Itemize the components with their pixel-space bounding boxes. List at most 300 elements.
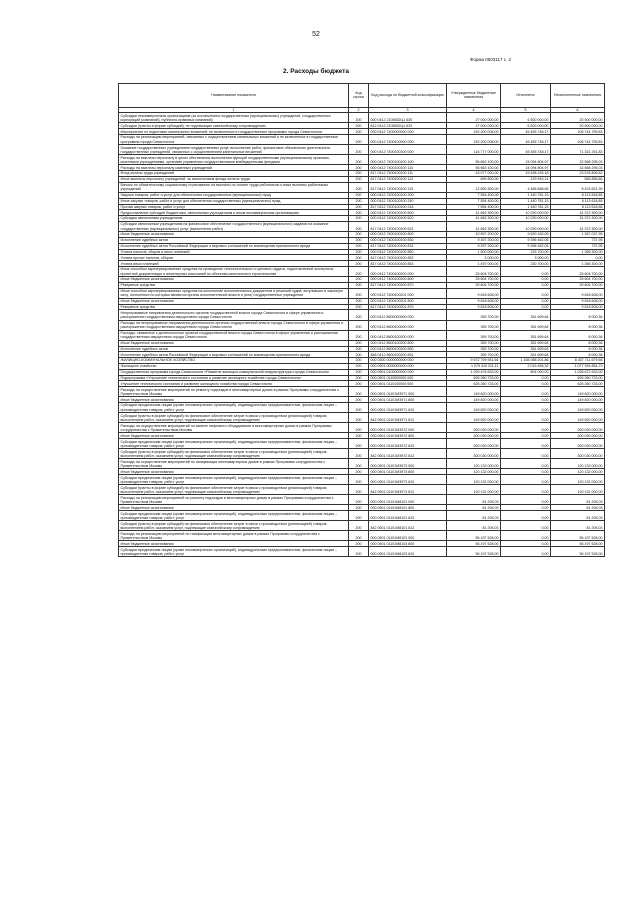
classification-code: 000 0412 8600100200 800 [369,340,447,346]
line-code: 200 [349,433,369,439]
classification-code: 842 0501 01101М3972 812 [369,449,447,459]
classification-code: 000 0412 7400100100 800 [369,232,447,238]
indicator-name: Непрограммные направления деятельности органов государственной власти города Севастополя в сфере управления и распоряжения государственным имуществом города Севастополя [119,310,349,320]
unexecuted-amount: 149 820 000,00 [551,413,605,423]
line-code: 200 [349,288,369,298]
executed-amount: 0,00 [501,267,551,277]
header-executed: Исполнено [501,84,551,108]
approved-amount: 41 662 300,00 [447,222,501,232]
approved-amount: 41 662 300,00 [447,210,501,216]
classification-code: 817 0412 7400100100 852 [369,255,447,261]
executed-amount: 2 015 456,32 [501,363,551,369]
executed-amount: 1 440 781,15 [501,192,551,198]
classification-code: 848 0412 8600100200 831 [369,352,447,358]
unexecuted-amount: 149 820 000,00 [551,387,605,397]
line-code: 200 [349,192,369,198]
line-code: 200 [349,222,369,232]
approved-amount: 359 700,00 [447,340,501,346]
executed-amount: 4 466 668,65 [501,182,551,192]
line-code: 200 [349,176,369,182]
line-code: 200 [349,232,369,238]
line-code: 200 [349,237,369,243]
classification-code: 000 0501 01101М8101 810 [369,511,447,521]
classification-code: 000 0501 01101М8103 000 [369,531,447,541]
approved-amount: 120 132 000,00 [447,469,501,475]
executed-amount: 9 396 462,05 [501,237,551,243]
line-code: 200 [349,145,369,155]
classification-code: 000 0412 8600100200 830 [369,346,447,352]
line-code: 200 [349,123,369,129]
approved-amount: 300 030 000,00 [447,433,501,439]
line-code: 200 [349,521,369,531]
table-row [119,155,605,165]
approved-amount: 7 554 400,00 [447,198,501,204]
classification-code: 817 0412 7400100100 119 [369,182,447,192]
line-code: 200 [349,216,369,222]
header-line-code: Код строки [349,84,369,108]
indicator-name: Оказание государственных учреждением государственных услуг, выполнение работ, финансовое обеспечение деятельности государственных учреждений, связанных с осуществлением капитальных вложений [119,145,349,155]
table-row [119,531,605,541]
approved-amount: 10 897 200,00 [447,232,501,238]
executed-amount: 0,00 [501,288,551,298]
unexecuted-amount: 1 028 672 633,00 [551,369,605,375]
classification-code: 000 0412 7400100100 600 [369,210,447,216]
line-code: 200 [349,135,369,145]
unexecuted-amount: 8 000,36 [551,352,605,358]
indicator-name: Субсидии автономным учреждениям [119,216,349,222]
approved-amount: 56 197 528,00 [447,531,501,541]
approved-amount: 81 205,03 [447,521,501,531]
line-code: 200 [349,198,369,204]
indicator-name: Резервные средства [119,304,349,310]
indicator-name: Уплата прочих налогов, сборов [119,255,349,261]
unexecuted-amount: 300 030 000,00 [551,439,605,449]
executed-amount: 0,00 [501,495,551,505]
indicator-name: Субсидии (гранты в форме субсидий) на финансовое обеспечение затрат в связи с производством (реализацией) товаров, выполнением работ, оказанием услуг, подлежащие казначейскому сопровождению [119,485,349,495]
indicator-name: Субсидии юридическим лицам (кроме некоммерческих организаций), индивидуальным предпринимателям, физическим лицам – производителям товаров, работ, услуг [119,439,349,449]
classification-code: 000 0501 01101М3972 810 [369,439,447,449]
classification-code: 000 0501 0100000000 000 [369,369,447,375]
executed-amount: 230 700,00 [501,261,551,267]
executed-amount: 0,00 [501,433,551,439]
indicator-name: Субсидии автономным учреждениям на финансовое обеспечение государственного (муниципального) задания на оказание государственных (муниципальных) услуг (выполнение работ) [119,222,349,232]
line-code: 200 [349,505,369,511]
unexecuted-amount: 149 820 000,00 [551,403,605,413]
approved-amount: 81 205,03 [447,505,501,511]
indicator-name: Иные бюджетные ассигнования [119,397,349,403]
unexecuted-amount: 31 372 300,00 [551,210,605,216]
executed-amount: 0,00 [501,469,551,475]
line-code: 200 [349,469,369,475]
unexecuted-amount: 23 578 806,82 [551,171,605,177]
classification-code: 000 0412 7400100000 000 [369,135,447,145]
indicator-name: Иные закупки товаров, работ и услуг для обеспечения государственных (муниципальных) нужд [119,198,349,204]
line-code: 200 [349,310,369,320]
line-code: 200 [349,261,369,267]
executed-amount: 0,00 [501,375,551,381]
indicator-name: Субсидии юридическим лицам (кроме некоммерческих организаций), индивидуальным предпринимателям, физическим лицам – производителям товаров, работ, услуг [119,403,349,413]
approved-amount: 9 397 200,00 [447,237,501,243]
line-code: 200 [349,304,369,310]
unexecuted-amount: 81 205,03 [551,521,605,531]
executed-amount: 0,00 [501,485,551,495]
executed-amount: 0,00 [501,511,551,521]
classification-code: 000 0412 7400100201 000 [369,288,447,298]
unexecuted-amount: 737,95 [551,243,605,249]
line-code: 200 [349,439,369,449]
approved-amount: 25 604 700,00 [447,277,501,283]
approved-amount: 9 572 799 941,64 [447,358,501,364]
line-code: 200 [349,449,369,459]
executed-amount: 0,00 [501,423,551,433]
table-header-row [119,84,605,108]
unexecuted-amount: 81 205,03 [551,511,605,521]
indicator-name: Прочая закупка товаров, работ и услуг [119,204,349,210]
classification-code: 000 0501 01101М8103 800 [369,541,447,547]
line-code: 200 [349,375,369,381]
approved-amount: 1 029 476 633,00 [447,369,501,375]
executed-amount: 0,00 [501,531,551,541]
executed-amount: 1 165 088 201,86 [501,358,551,364]
unexecuted-amount: 8 407 711 679,68 [551,358,605,364]
column-number: 1 [119,107,349,113]
line-code: 200 [349,210,369,216]
approved-amount: 25 604 700,00 [447,267,501,277]
line-code: 200 [349,475,369,485]
classification-code: 817 0412 7400100100 831 [369,243,447,249]
table-row [119,113,605,123]
line-code: 200 [349,113,369,123]
approved-amount: 1 497 000,00 [447,261,501,267]
indicator-name: Субсидии (гранты в форме субсидий) на финансовое обеспечение затрат в связи с производством (реализацией) товаров, выполнением работ, оказанием услуг, подлежащие казначейскому сопровождению [119,413,349,423]
executed-amount: 0,00 [501,298,551,304]
table-row [119,449,605,459]
line-code: 200 [349,369,369,375]
classification-code: 000 0412 7400100100 620 [369,216,447,222]
classification-code: 817 0412 7400100100 853 [369,261,447,267]
unexecuted-amount: 9 818 608,00 [551,288,605,298]
classification-code: 817 0412 7400100201 870 [369,304,447,310]
approved-amount: 7 554 400,00 [447,192,501,198]
line-code: 200 [349,320,369,330]
indicator-name: Фонд оплаты труда учреждений [119,171,349,177]
line-code: 200 [349,352,369,358]
line-code: 200 [349,277,369,283]
line-code: 200 [349,129,369,135]
indicator-name: Иные бюджетные ассигнования [119,232,349,238]
executed-amount: 351 699,64 [501,330,551,340]
classification-code: 000 0412 7400100100 100 [369,155,447,165]
indicator-name: Субсидии юридическим лицам (кроме некоммерческих организаций), индивидуальным предпринимателям, физическим лицам – производителям товаров, работ, услуг [119,511,349,521]
unexecuted-amount: 106 744 759,83 [551,129,605,135]
indicator-name: Расходы на осуществление мероприятий по газификации многоквартирных домов в рамках Программы сотрудничества с Правительством Москвы [119,459,349,469]
classification-code: 000 0501 01101М8101 800 [369,505,447,511]
executed-amount: 6 500 000,00 [501,113,551,123]
table-row [119,459,605,469]
indicator-name: Жилищное хозяйство [119,363,349,369]
executed-amount: 10 290 000,00 [501,216,551,222]
executed-amount: 804 000,00 [501,369,551,375]
approved-amount: 81 205,03 [447,511,501,521]
approved-amount: 300 030 000,00 [447,423,501,433]
indicator-name: Предоставление субсидий бюджетным, автономным учреждениям и иным некоммерческим организациям [119,210,349,216]
unexecuted-amount: 8 000,36 [551,330,605,340]
classification-code: 842 0501 01101М3971 812 [369,413,447,423]
table-row [119,330,605,340]
unexecuted-amount: 81 205,03 [551,505,605,511]
line-code: 200 [349,346,369,352]
indicator-name: Субсидии юридическим лицам (кроме некоммерческих организаций), индивидуальным предпринимателям, физическим лицам – производителям товаров, работ, услуг [119,475,349,485]
line-code: 200 [349,204,369,210]
classification-code: 000 0501 01101М3971 000 [369,387,447,397]
unexecuted-amount: 25 604 700,00 [551,282,605,288]
approved-amount: 56 197 528,00 [447,547,501,557]
unexecuted-amount: 20 500 000,00 [551,113,605,123]
unexecuted-amount: 120 132 000,00 [551,469,605,475]
unexecuted-amount: 120 132 000,00 [551,485,605,495]
approved-amount: 25 604 700,00 [447,282,501,288]
approved-amount: 626 260 733,00 [447,381,501,387]
classification-code: 000 0500 0000000000 000 [369,358,447,364]
unexecuted-amount: 56 197 528,00 [551,541,605,547]
approved-amount: 116 777 000,00 [447,145,501,155]
indicator-name: Подпрограмма «Улучшение технического состояния и развитие жилищного хозяйства города Севастополя» [119,375,349,381]
line-code: 200 [349,330,369,340]
indicator-name: Субсидии некоммерческим организациям (за исключением государственных (муниципальных) учреждений, государственных корпораций (компаний), публично-правовых компаний) [119,113,349,123]
header-unexecuted: Неисполненные назначения [551,84,605,108]
unexecuted-amount: 565 856,86 [551,176,605,182]
unexecuted-amount: 31 372 300,00 [551,222,605,232]
indicator-name: Расходы на реализацию мероприятий по ремонту подъездов в многоквартирных домах в рамках Программы сотрудничества с Правительством Москвы [119,495,349,505]
classification-code: 000 0412 2105552Ц1 630 [369,113,447,123]
indicator-name: Иные бюджетные ассигнования [119,541,349,547]
table-body [119,113,605,557]
executed-amount: 45 455 748,17 [501,129,551,135]
table-row [119,413,605,423]
table-row [119,485,605,495]
line-code: 200 [349,547,369,557]
indicator-name: Расходы на выплаты персоналу казенных учреждений [119,165,349,171]
table-row [119,547,605,557]
table-row [119,222,605,232]
approved-amount: 300 030 000,00 [447,449,501,459]
table-row [119,135,605,145]
table-row [119,145,605,155]
table-row [119,521,605,531]
budget-expenses-table [118,83,605,557]
indicator-name: Субсидии юридическим лицам (кроме некоммерческих организаций), индивидуальным предпринимателям, физическим лицам – производителям товаров, работ, услуг [119,547,349,557]
line-code: 200 [349,155,369,165]
classification-code: 000 0501 01101М3971 800 [369,397,447,403]
classification-code: 000 0412 7400100201 800 [369,298,447,304]
indicator-name: Расходы на реализацию мероприятий, связанных с осуществлением капитальных вложений и не включенных в государственные программы города Севастополя [119,135,349,145]
unexecuted-amount: 9 818 608,00 [551,298,605,304]
classification-code: 842 0501 01101М3973 812 [369,485,447,495]
executed-amount: 0,00 [501,381,551,387]
approved-amount: 7 554 400,00 [447,204,501,210]
approved-amount: 152 200 008,00 [447,135,501,145]
indicator-name: Субсидии (гранты в форме субсидий) на финансовое обеспечение затрат в связи с производством (реализацией) товаров, выполнением работ, оказанием услуг, подлежащие казначейскому сопровождению [119,449,349,459]
column-number: 6 [551,107,605,113]
approved-amount: 9 818 608,00 [447,298,501,304]
executed-amount: 351 699,64 [501,340,551,346]
indicator-name: Расходы на непрограммные направления деятельности органов государственной власти города Севастополя в сфере управления и распоряжения государственным имуществом города Севастополя [119,320,349,330]
classification-code: 000 0501 0110000000 000 [369,375,447,381]
classification-code: 000 0412 7400100200 000 [369,267,447,277]
unexecuted-amount: 8 000,36 [551,310,605,320]
approved-amount: 120 132 000,00 [447,475,501,485]
executed-amount: 24 094 804,97 [501,155,551,165]
unexecuted-amount: 6 113 618,85 [551,198,605,204]
executed-amount: 0,00 [501,387,551,397]
unexecuted-amount: 8 000,36 [551,320,605,330]
classification-code: 000 0501 0110100000 000 [369,381,447,387]
classification-code: 000 0501 01101М3973 000 [369,459,447,469]
indicator-name: Закупка товаров, работ и услуг для обеспечения государственных (муниципальных) нужд [119,192,349,198]
line-code: 200 [349,531,369,541]
indicator-name: Расходы на осуществление мероприятий по ремонту подъездов в многоквартирных домах в рамках Программы сотрудничества с Правительством Москвы [119,387,349,397]
approved-amount: 149 820 000,00 [447,397,501,403]
executed-amount: 351 699,64 [501,352,551,358]
approved-amount: 56 663 100,00 [447,155,501,165]
unexecuted-amount: 81 205,03 [551,495,605,505]
unexecuted-amount: 8 423 631,35 [551,182,605,192]
executed-amount: 19 498 193,18 [501,171,551,177]
column-number: 3 [369,107,447,113]
indicator-name: Расходы на реализацию мероприятий по газификации многоквартирных домов в рамках Программы сотрудничества с Правительством Москвы [119,531,349,541]
approved-amount: 9 818 608,00 [447,288,501,298]
unexecuted-amount: 32 568 295,03 [551,165,605,171]
approved-amount: 27 000 000,00 [447,113,501,123]
indicator-name: Иные бюджетные ассигнования [119,505,349,511]
approved-amount: 120 132 000,00 [447,459,501,469]
classification-code: 000 0501 01101М8101 000 [369,495,447,505]
approved-amount: 626 260 733,00 [447,375,501,381]
classification-code: 817 0412 7400100100 621 [369,222,447,232]
classification-code: 000 0501 01101М3973 800 [369,469,447,475]
executed-amount: 45 455 748,17 [501,145,551,155]
executed-amount: 351 699,64 [501,346,551,352]
approved-amount: 3 000,00 [447,255,501,261]
indicator-name: Исполнение судебных актов [119,346,349,352]
indicator-name: Исполнение судебных актов Российской Федерации и мировых соглашений по возмещению причиненного вреда [119,352,349,358]
unexecuted-amount: 6 113 618,85 [551,204,605,210]
classification-code: 000 0501 01101М3972 800 [369,433,447,439]
table-row [119,403,605,413]
unexecuted-amount: 20 500 000,00 [551,123,605,129]
line-code: 200 [349,397,369,403]
unexecuted-amount: 626 260 733,00 [551,375,605,381]
classification-code: 000 0412 8600000000 000 [369,310,447,320]
unexecuted-amount: 120 132 000,00 [551,459,605,469]
executed-amount: 9 396 462,05 [501,243,551,249]
classification-code: 000 0501 01101М3971 810 [369,403,447,413]
executed-amount: 9 630 162,05 [501,232,551,238]
approved-amount: 359 700,00 [447,330,501,340]
line-code: 200 [349,282,369,288]
executed-amount: 0,00 [501,505,551,511]
unexecuted-amount: 626 260 733,00 [551,381,605,387]
classification-code: 000 0412 8600100200 000 [369,330,447,340]
unexecuted-amount: 25 604 700,00 [551,267,605,277]
classification-code: 000 0412 8600100000 000 [369,320,447,330]
executed-amount: 3 000,00 [501,255,551,261]
executed-amount: 10 290 000,00 [501,210,551,216]
table-row [119,182,605,192]
table-row [119,423,605,433]
unexecuted-amount: 149 820 000,00 [551,397,605,403]
header-approved: Утвержденные бюджетные назначения [447,84,501,108]
indicator-name: Уплата иных платежей [119,261,349,267]
line-code: 200 [349,485,369,495]
approved-amount: 359 700,00 [447,310,501,320]
classification-code: 000 0412 7400100100 000 [369,145,447,155]
unexecuted-amount: 1 266 300,00 [551,261,605,267]
indicator-name: Резервные средства [119,282,349,288]
line-code: 200 [349,165,369,171]
indicator-name: Иные бюджетные ассигнования [119,433,349,439]
indicator-name: Иные бюджетные ассигнования [119,340,349,346]
classification-code: 817 0412 7400100100 244 [369,204,447,210]
unexecuted-amount: 300 030 000,00 [551,449,605,459]
approved-amount: 300 030 000,00 [447,439,501,449]
table-row [119,475,605,485]
approved-amount: 1 500 000,00 [447,249,501,255]
line-code: 200 [349,381,369,387]
unexecuted-amount: 25 604 700,00 [551,277,605,283]
executed-amount: 351 699,64 [501,320,551,330]
classification-code: 817 0412 7400100200 870 [369,282,447,288]
approved-amount: 12 890 300,00 [447,182,501,192]
executed-amount: 0,00 [501,459,551,469]
indicator-name: Улучшение технического состояния и развитие жилищного хозяйства города Севастополя [119,381,349,387]
executed-amount: 233 700,00 [501,249,551,255]
executed-amount: 1 440 781,15 [501,198,551,204]
classification-code: 000 0501 0000000000 000 [369,363,447,369]
indicator-name: Субсидии (гранты в форме субсидий) на финансовое обеспечение затрат в связи с производством (реализацией) товаров, выполнением работ, оказанием услуг, подлежащие казначейскому сопровождению [119,521,349,531]
unexecuted-amount: 106 744 759,83 [551,135,605,145]
approved-amount: 27 000 000,00 [447,123,501,129]
executed-amount: 0,00 [501,439,551,449]
line-code: 200 [349,182,369,192]
unexecuted-amount: 120 132 000,00 [551,475,605,485]
unexecuted-amount: 1 267 037,95 [551,232,605,238]
approved-amount: 9 397 200,00 [447,243,501,249]
indicator-name: Иные бюджетные ассигнования [119,298,349,304]
indicator-name: Расходы на выплаты персоналу в целях обеспечения выполнения функций государственными (муниципальными) органами, казенными учреждениями, органами управления государственными внебюджетными фондами [119,155,349,165]
form-code: Форма 0503117 с. 2 [470,57,511,62]
classification-code: 000 0412 7400100200 800 [369,277,447,283]
approved-amount: 695 800,00 [447,176,501,182]
unexecuted-amount: 31 372 300,00 [551,216,605,222]
line-code: 200 [349,495,369,505]
indicator-name: Расходы, связанные с деятельностью органов государственной власти города Севастополя в сфере управления и распоряжения государственным имуществом города Севастополя [119,330,349,340]
executed-amount: 0,00 [501,282,551,288]
classification-code: 000 0412 7400100100 110 [369,165,447,171]
line-code: 200 [349,358,369,364]
approved-amount: 1 079 410 311,11 [447,363,501,369]
line-code: 200 [349,413,369,423]
line-code: 200 [349,541,369,547]
header-classification-code: Код расхода по бюджетной классификации [369,84,447,108]
approved-amount: 56 197 528,00 [447,541,501,547]
approved-amount: 152 200 008,00 [447,129,501,135]
indicator-name: Иные способом зарезервированные средства на исполнение исполнительных документов и решений судов, вступивших в законную силу, отнесенных по которым являются органы исполнительной власти и (или) государственные учреждения [119,288,349,298]
table-row [119,439,605,449]
approved-amount: 9 818 608,00 [447,304,501,310]
table-row [119,310,605,320]
header-indicator-name: Наименование показателя [119,84,349,108]
